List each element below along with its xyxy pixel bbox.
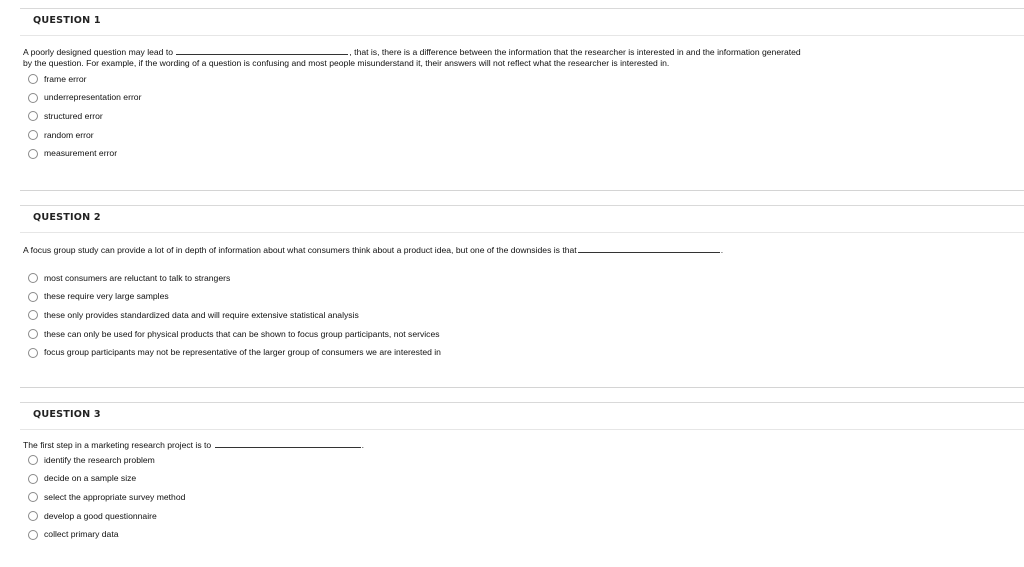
answer-option[interactable]: these only provides standardized data and will require extensive statistical analysis [28,306,441,325]
radio-button[interactable] [28,455,38,465]
answer-blank [176,46,348,55]
question-prompt: The first step in a marketing research project is to . [23,440,364,450]
radio-button[interactable] [28,292,38,302]
section-divider [20,190,1024,191]
question-title: QUESTION 3 [33,409,101,420]
answer-option[interactable]: decide on a sample size [28,470,185,489]
radio-button[interactable] [28,74,38,84]
radio-button[interactable] [28,474,38,484]
answer-option[interactable]: frame error [28,70,141,89]
radio-button[interactable] [28,492,38,502]
radio-button[interactable] [28,130,38,140]
answer-option[interactable]: select the appropriate survey method [28,488,185,507]
answer-option[interactable]: random error [28,126,141,145]
answer-option[interactable]: structured error [28,107,141,126]
answer-option[interactable]: underrepresentation error [28,89,141,108]
answer-option[interactable]: these can only be used for physical products that can be shown to focus group participants, not services [28,325,441,344]
question-prompt: A poorly designed question may lead to , that is, there is a difference between the information that the researcher is interested in and the information generated [23,47,801,57]
answer-blank [215,439,361,448]
radio-button[interactable] [28,111,38,121]
question-3 [20,402,1024,540]
answer-option[interactable]: collect primary data [28,525,185,544]
answer-option[interactable]: focus group participants may not be representative of the larger group of consumers we are interested in [28,343,441,362]
question-title: QUESTION 1 [33,15,101,26]
radio-button[interactable] [28,149,38,159]
answer-option[interactable]: measurement error [28,144,141,163]
question-prompt: A focus group study can provide a lot of in depth of information about what consumers think about a product idea, but one of the downsides is that . [23,245,724,255]
question-2 [20,205,1024,358]
radio-button[interactable] [28,511,38,521]
answer-blank [578,244,720,253]
section-divider [20,387,1024,388]
question-title: QUESTION 2 [33,212,101,223]
answer-option[interactable]: develop a good questionnaire [28,507,185,526]
answer-option[interactable]: identify the research problem [28,451,185,470]
radio-button[interactable] [28,530,38,540]
radio-button[interactable] [28,93,38,103]
radio-button[interactable] [28,273,38,283]
answer-option[interactable]: these require very large samples [28,288,441,307]
radio-button[interactable] [28,329,38,339]
question-header [20,205,1024,233]
question-header [20,402,1024,430]
question-header [20,8,1024,36]
radio-button[interactable] [28,310,38,320]
question-1 [20,8,1024,159]
radio-button[interactable] [28,348,38,358]
answer-options [28,70,141,163]
question-prompt-line-2: by the question. For example, if the wording of a question is confusing and most people misunderstand it, their answers will not reflect what the researcher is interested in. [23,58,670,68]
answer-options [28,451,185,544]
answer-options [28,269,441,362]
answer-option[interactable]: most consumers are reluctant to talk to strangers [28,269,441,288]
